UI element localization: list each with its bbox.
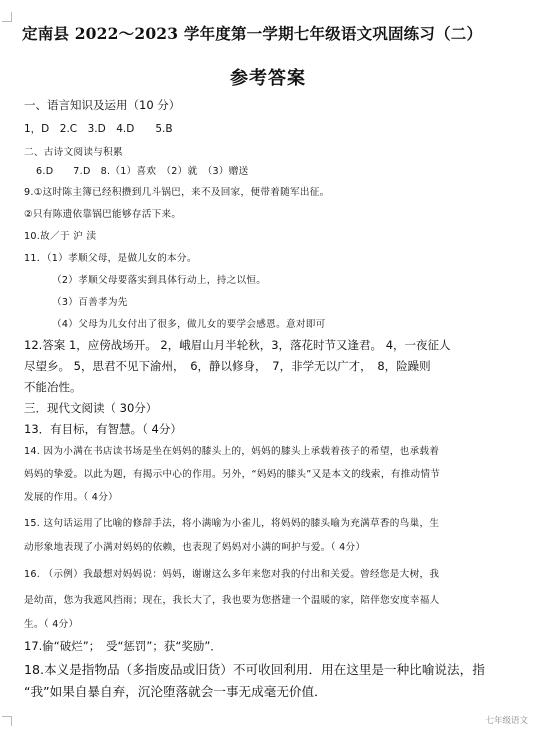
section-heading-1: 一、语言知识及运用（10 分） (24, 98, 181, 112)
answer-line: 9.①这时陈主簿已经积攒到几斗锅巴，来不及回家，便带着随军出征。 (24, 187, 330, 198)
answer-line: （2）孝顺父母要落实到具体行动上，持之以恒。 (52, 275, 267, 286)
answer-line: 不能冶性。 (24, 380, 82, 394)
answer-line: 6.D 7.D 8.（1）喜欢 （2）就 （3）赠送 (36, 166, 249, 177)
crop-mark-top-left (2, 12, 12, 22)
answer-line: “我”如果自暴自弃，沉沦堕落就会一事无成毫无价值． (24, 684, 327, 699)
answer-line: 15. 这句话运用了比喻的修辞手法，将小满喻为小雀儿，将妈妈的膝头喻为充满草香的鸟巢，生 (24, 518, 440, 529)
answer-line: （3）百善孝为先 (52, 297, 128, 308)
answer-line: 16. （示例）我最想对妈妈说：妈妈，谢谢这么多年来您对我的付出和关爱。曾经您是大树，我 (24, 569, 440, 580)
answer-line: ②只有陈遗依靠锅巴能够存活下来。 (24, 209, 182, 220)
document-title: 定南县 2022～2023 学年度第一学期七年级语文巩固练习（二） (22, 24, 483, 43)
answer-line: 14. 因为小满在书店读书场是坐在妈妈的膝头上的，妈妈的膝头上承载着孩子的希望，也承载着 (24, 446, 440, 457)
answer-line: 10.故／于 沪 渎 (24, 231, 97, 242)
answer-line: 动形象地表现了小满对妈妈的依赖，也表现了妈妈对小满的呵护与爱。（ 4分） (24, 542, 366, 553)
answer-line: （4）父母为儿女付出了很多，做儿女的要学会感恩。意对即可 (52, 319, 326, 330)
answer-line: 妈妈的挚爱。以此为题，有揭示中心的作用。另外，“妈妈的膝头”又是本文的线索，有推动情节 (24, 469, 441, 480)
answer-line: 11．（1）孝顺父母，是做儿女的本分。 (24, 253, 197, 264)
answer-line: 生。（ 4分） (24, 619, 79, 630)
answer-line: 17.偷“破烂”； 受“惩罚”；获“奖励”． (24, 639, 222, 653)
answer-line: 尽望乡。 5，思君不见下渝州， 6，静以修身， 7，非学无以广才， 8，险躁则 (24, 359, 431, 373)
answer-line: 发展的作用。（ 4分） (24, 492, 118, 503)
answer-line: 12.答案 1，应傍战场开。 2，峨眉山月半轮秋，3，落花时节又逢君。 4，一夜征人 (24, 338, 451, 352)
section-heading-2: 二、古诗文阅读与积累 (24, 147, 123, 158)
crop-mark-bottom-left (2, 716, 12, 726)
section-heading-3: 三．现代文阅读（ 30分） (24, 401, 158, 415)
answer-line: 13．有目标，有智慧。（ 4分） (24, 422, 182, 436)
answer-line: 18.本义是指物品（多指废品或旧货）不可收回利用．用在这里是一种比喻说法，指 (24, 662, 485, 677)
document-subtitle: 参考答案 (230, 68, 306, 89)
page-footer-label: 七年级语文 (485, 716, 528, 726)
answer-line: 1，D 2.C 3.D 4.D 5.B (24, 123, 173, 135)
answer-line: 是幼苗，您为我遮风挡雨；现在，我长大了，我也要为您搭建一个温暖的家，陪伴您安度幸福人 (24, 595, 440, 606)
